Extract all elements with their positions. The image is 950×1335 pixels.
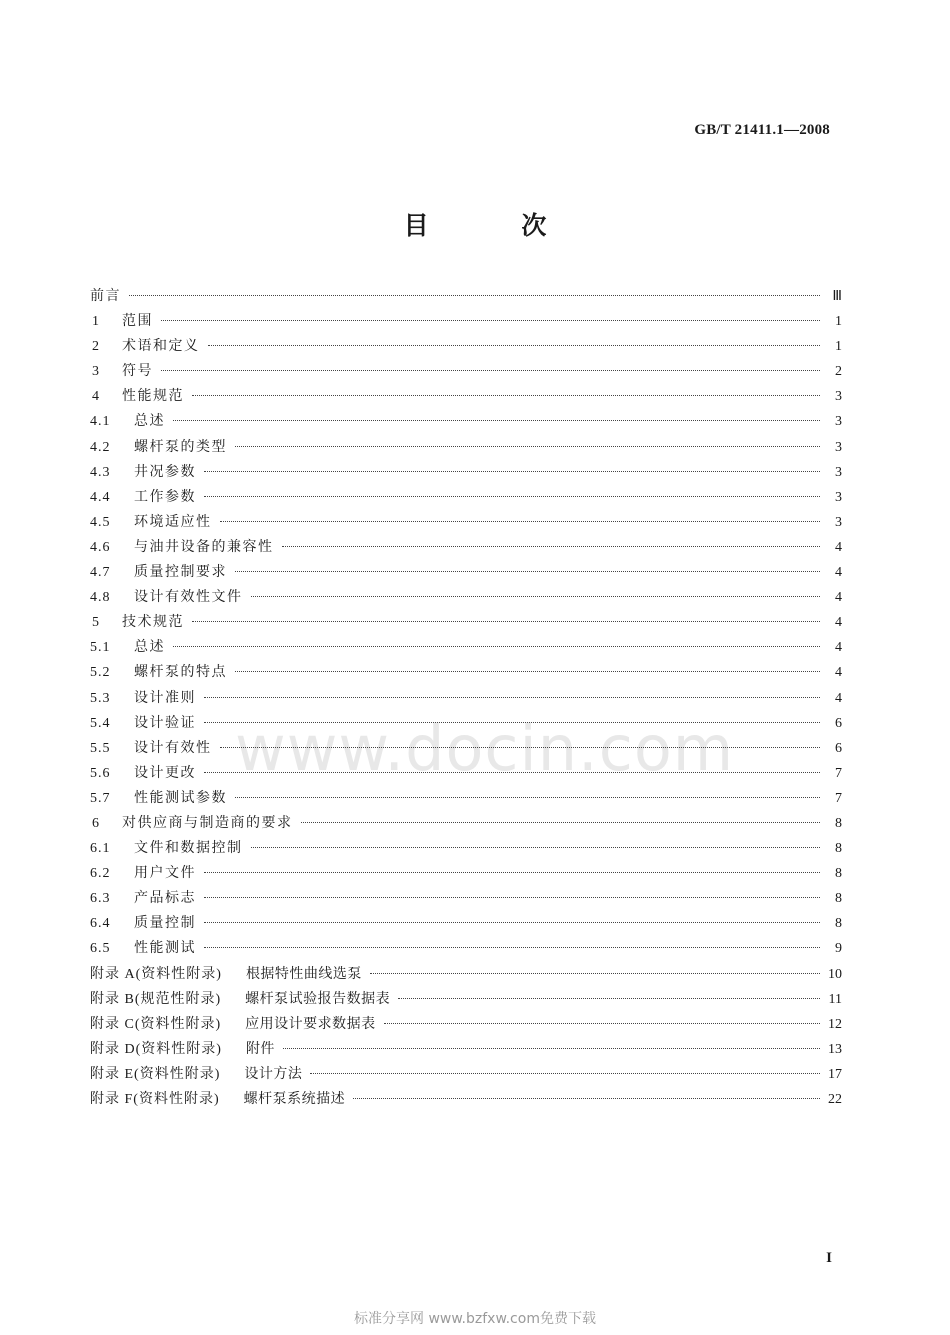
- toc-entry-page: Ⅲ: [832, 289, 842, 304]
- toc-entry-page: 13: [828, 1041, 842, 1057]
- toc-entry-number: 附录 F(资料性附录): [90, 1092, 220, 1107]
- toc-leader-dots: [220, 521, 821, 522]
- toc-entry-page: 10: [828, 966, 842, 982]
- toc-entry-page: 3: [835, 439, 842, 455]
- toc-leader-dots: [204, 496, 820, 497]
- toc-entry-label: 产品标志: [134, 890, 196, 907]
- toc-entry-number: 6.5: [90, 941, 111, 957]
- toc-entry[interactable]: [90, 636, 842, 661]
- toc-entry-page: 11: [828, 991, 842, 1007]
- toc-entry-number: 5.4: [90, 715, 111, 731]
- toc-leader-dots: [310, 1073, 820, 1074]
- toc-entry-label: 设计有效性文件: [134, 589, 243, 606]
- toc-leader-dots: [235, 571, 820, 572]
- toc-entry-number: 5.5: [90, 740, 111, 756]
- watermark: www.docin.com: [235, 712, 735, 785]
- toc-entry[interactable]: [90, 586, 842, 611]
- toc-entry-label: 性能测试参数: [134, 789, 227, 806]
- toc-leader-dots: [208, 345, 821, 346]
- toc-leader-dots: [283, 1048, 820, 1049]
- toc-entry[interactable]: [90, 335, 842, 360]
- toc-leader-dots: [204, 897, 820, 898]
- toc-entry-label: 术语和定义: [122, 338, 200, 355]
- toc-leader-dots: [204, 872, 820, 873]
- toc-entry[interactable]: [90, 1038, 842, 1063]
- toc-entry-number: 1: [92, 314, 100, 330]
- toc-entry-number: 5.6: [90, 765, 111, 781]
- toc-entry-page: 7: [835, 790, 842, 806]
- toc-entry-page: 4: [835, 590, 842, 606]
- toc-entry-label: 设计准则: [134, 689, 196, 706]
- toc-entry-page: 22: [828, 1092, 842, 1107]
- toc-entry-number: 附录 C(资料性附录): [90, 1016, 222, 1032]
- toc-entry-page: 4: [835, 665, 842, 681]
- toc-leader-dots: [370, 973, 820, 974]
- toc-entry-label: 符号: [122, 363, 153, 380]
- toc-entry-label: 设计有效性: [134, 739, 212, 756]
- toc-entry[interactable]: [90, 963, 842, 988]
- toc-entry[interactable]: [90, 862, 842, 887]
- toc-leader-dots: [129, 295, 820, 296]
- toc-entry-label: 工作参数: [134, 488, 196, 505]
- toc-entry-number: 6.1: [90, 841, 111, 857]
- toc-entry[interactable]: [90, 837, 842, 862]
- toc-entry[interactable]: [90, 887, 842, 912]
- toc-entry-label: 质量控制: [134, 915, 196, 932]
- toc-entry[interactable]: [90, 486, 842, 511]
- toc-entry[interactable]: [90, 1013, 842, 1038]
- toc-entry-page: 1: [835, 339, 842, 355]
- toc-entry[interactable]: [90, 436, 842, 461]
- toc-entry-number: 4.6: [90, 539, 111, 555]
- toc-entry[interactable]: [90, 787, 842, 812]
- toc-entry-page: 12: [828, 1016, 842, 1032]
- toc-entry-label: 总述: [134, 639, 165, 656]
- toc-entry[interactable]: [90, 461, 842, 486]
- toc-entry-label: 前言: [90, 288, 121, 304]
- toc-entry-label: 螺杆泵的类型: [134, 438, 227, 455]
- toc-leader-dots: [204, 471, 820, 472]
- standard-code: GB/T 21411.1—2008: [694, 122, 830, 138]
- toc-entry-label: 质量控制要求: [134, 564, 227, 581]
- toc-entry[interactable]: [90, 1088, 842, 1113]
- toc-entry-number: 5.1: [90, 640, 111, 656]
- toc-entry[interactable]: [90, 712, 842, 737]
- toc-entry-page: 9: [835, 941, 842, 957]
- toc-entry-page: 8: [835, 841, 842, 857]
- toc-entry-number: 6.3: [90, 891, 111, 907]
- toc-leader-dots: [204, 722, 820, 723]
- toc-leader-dots: [161, 320, 820, 321]
- toc-entry-page: 3: [835, 514, 842, 530]
- toc-entry-page: 6: [835, 740, 842, 756]
- toc-entry-page: 4: [835, 640, 842, 656]
- toc-entry-page: 3: [835, 389, 842, 405]
- toc-entry-number: 2: [92, 339, 100, 355]
- toc-entry-label: 螺杆泵的特点: [134, 664, 227, 681]
- toc-entry[interactable]: [90, 661, 842, 686]
- toc-entry-page: 2: [835, 364, 842, 380]
- toc-entry[interactable]: [90, 762, 842, 787]
- page-number: I: [826, 1250, 832, 1266]
- toc-entry-label: 文件和数据控制: [134, 840, 243, 857]
- toc-entry[interactable]: [90, 410, 842, 435]
- toc-entry-page: 4: [835, 565, 842, 581]
- toc-leader-dots: [204, 947, 820, 948]
- toc-leader-dots: [173, 646, 820, 647]
- toc-entry-number: 附录 A(资料性附录): [90, 966, 222, 982]
- toc-leader-dots: [251, 596, 821, 597]
- toc-leader-dots: [220, 747, 821, 748]
- footer-note: 标准分享网 www.bzfxw.com免费下载: [354, 1311, 596, 1327]
- toc-entry[interactable]: [90, 536, 842, 561]
- toc-entry-label: 环境适应性: [134, 513, 212, 530]
- toc-entry[interactable]: [90, 687, 842, 712]
- toc-leader-dots: [192, 395, 820, 396]
- page-title: 目 次: [403, 211, 589, 240]
- toc-entry-page: 7: [835, 765, 842, 781]
- toc-leader-dots: [204, 772, 820, 773]
- toc-leader-dots: [282, 546, 821, 547]
- toc-entry-page: 6: [835, 715, 842, 731]
- toc-entry[interactable]: [90, 360, 842, 385]
- toc-entry-label: 用户文件: [134, 865, 196, 882]
- toc-entry-label: 井况参数: [134, 463, 196, 480]
- toc-entry[interactable]: [90, 737, 842, 762]
- toc-entry-number: 4: [92, 389, 100, 405]
- toc-entry-number: 4.2: [90, 439, 111, 455]
- toc-entry-label: 对供应商与制造商的要求: [122, 814, 293, 831]
- toc-leader-dots: [204, 922, 820, 923]
- toc-entry-label: 设计更改: [134, 764, 196, 781]
- toc-entry[interactable]: [90, 511, 842, 536]
- toc-entry-label: 根据特性曲线选泵: [245, 965, 362, 982]
- toc-entry-number: 4.1: [90, 414, 111, 430]
- toc-entry-label: 应用设计要求数据表: [245, 1015, 376, 1032]
- toc-entry[interactable]: [90, 611, 842, 636]
- toc-entry-number: 5.3: [90, 690, 111, 706]
- toc-entry-number: 4.3: [90, 464, 111, 480]
- toc-entry-number: 4.7: [90, 565, 111, 581]
- toc-entry-page: 3: [835, 414, 842, 430]
- toc-leader-dots: [353, 1098, 820, 1099]
- toc-entry[interactable]: [90, 285, 842, 310]
- toc-entry-label: 与油井设备的兼容性: [134, 538, 274, 555]
- table-of-contents: [90, 285, 842, 1113]
- toc-entry[interactable]: [90, 988, 842, 1013]
- toc-entry-label: 设计验证: [134, 714, 196, 731]
- toc-entry[interactable]: [90, 385, 842, 410]
- toc-entry-page: 1: [835, 314, 842, 330]
- toc-entry[interactable]: [90, 937, 842, 962]
- toc-entry-number: 5: [92, 615, 100, 631]
- toc-entry-label: 螺杆泵试验报告数据表: [245, 990, 391, 1007]
- toc-entry-label: 附件: [245, 1040, 275, 1057]
- toc-entry-number: 6.2: [90, 866, 111, 882]
- toc-entry-number: 3: [92, 364, 100, 380]
- toc-leader-dots: [235, 797, 820, 798]
- toc-entry-label: 性能规范: [122, 388, 184, 405]
- toc-leader-dots: [398, 998, 820, 999]
- toc-entry-page: 8: [835, 815, 842, 831]
- toc-entry[interactable]: [90, 310, 842, 335]
- toc-entry-number: 4.4: [90, 489, 111, 505]
- toc-entry[interactable]: [90, 812, 842, 837]
- toc-leader-dots: [173, 420, 820, 421]
- toc-entry-number: 4.8: [90, 590, 111, 606]
- toc-entry-label: 性能测试: [134, 940, 196, 957]
- toc-entry-number: 5.2: [90, 665, 111, 681]
- toc-leader-dots: [204, 697, 820, 698]
- toc-entry-page: 3: [835, 489, 842, 505]
- toc-leader-dots: [251, 847, 821, 848]
- toc-entry-number: 6.4: [90, 916, 111, 932]
- toc-entry-number: 附录 E(资料性附录): [90, 1066, 221, 1082]
- toc-entry-page: 4: [835, 690, 842, 706]
- toc-entry-label: 总述: [134, 413, 165, 430]
- toc-leader-dots: [235, 446, 820, 447]
- toc-entry-page: 4: [835, 539, 842, 555]
- toc-leader-dots: [161, 370, 820, 371]
- toc-entry-number: 6: [92, 815, 100, 831]
- toc-entry[interactable]: [90, 912, 842, 937]
- toc-leader-dots: [192, 621, 820, 622]
- toc-entry-label: 范围: [122, 313, 153, 330]
- toc-entry[interactable]: [90, 1063, 842, 1088]
- toc-entry-number: 4.5: [90, 514, 111, 530]
- toc-leader-dots: [384, 1023, 820, 1024]
- toc-entry-label: 设计方法: [244, 1065, 303, 1082]
- toc-entry-number: 5.7: [90, 790, 111, 806]
- toc-entry-page: 4: [835, 615, 842, 631]
- toc-entry-number: 附录 D(资料性附录): [90, 1041, 222, 1057]
- toc-entry-page: 8: [835, 916, 842, 932]
- toc-leader-dots: [235, 671, 820, 672]
- toc-entry-page: 8: [835, 866, 842, 882]
- toc-entry-page: 8: [835, 891, 842, 907]
- toc-entry-number: 附录 B(规范性附录): [90, 991, 222, 1007]
- toc-leader-dots: [301, 822, 821, 823]
- toc-entry-label: 螺杆泵系统描述: [243, 1091, 346, 1107]
- toc-entry-label: 技术规范: [122, 614, 184, 631]
- toc-entry[interactable]: [90, 561, 842, 586]
- toc-entry-page: 17: [828, 1066, 842, 1082]
- toc-entry-page: 3: [835, 464, 842, 480]
